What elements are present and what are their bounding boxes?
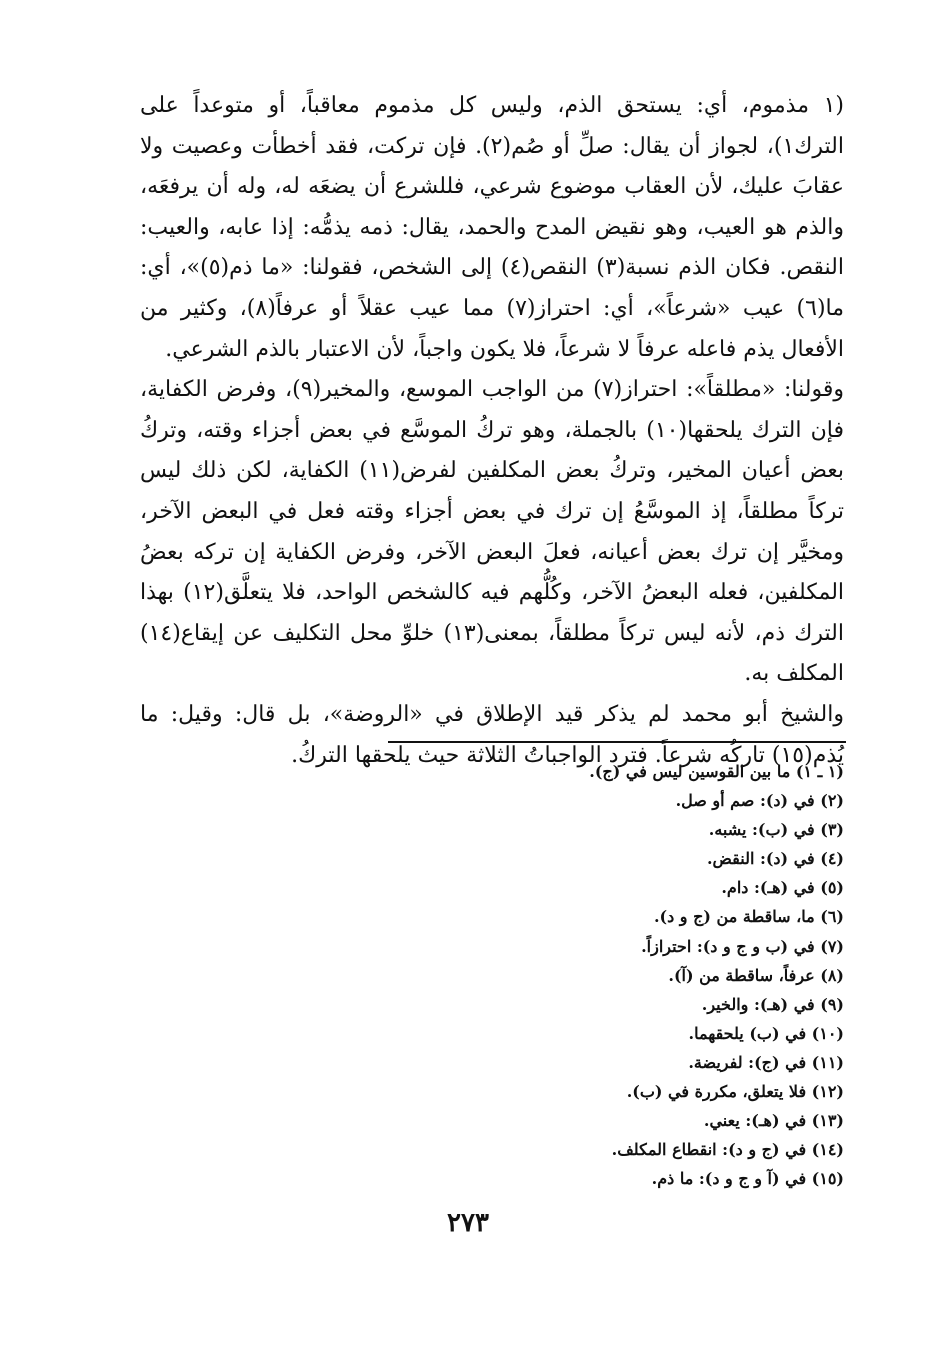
main-text — [140, 86, 844, 776]
paragraph-1: (١ مذموم، أي: يستحق الذم، وليس كل مذموم معاقباً، أو متوعداً على الترك١)، لجواز أن يقال: صلِّ أو صُم(٢). فإن تركت، فقد أخطأت وعصيت ولا عقابَ عليك، لأن العقاب موضوع شرعي، فللشرع أن يضعَه له، وله أن يرفعَه، والذم هو العيب، وهو نقيض المدح والحمد، يقال: ذمه يذمُّه: إذا عابه، والعيب: النقص. فكان الذم نسبة(٣) النقص(٤) إلى الشخص، فقولنا: «ما ذم(٥)»، أي: ما(٦) عيب «شرعاً»، أي: احتراز(٧) مما عيب عقلاً أو عرفاً(٨)، وكثير من الأفعال يذم فاعله عرفاً لا شرعاً، فلا يكون واجباً، لأن الاعتبار بالذم الشرعي. — [140, 93, 845, 362]
footnote: (١٠) في (ب) يلحقهما. — [688, 1023, 844, 1043]
footnote: (٨) عرفاً، ساقطة من (آ). — [668, 965, 844, 985]
footnote: (٢) في (د): صم أو صل. — [675, 791, 844, 811]
footnote: (٦) ما، ساقطة من (ج و د). — [653, 907, 844, 927]
footnote: (١٥) في (آ و ج و د): ما ذم. — [651, 1169, 844, 1189]
footnote: (٣) في (ب): يشبه. — [708, 820, 844, 840]
footnote: (٥) في (هـ): دام. — [721, 878, 844, 898]
footnote: (١١) في (ج): لفريضة. — [688, 1052, 844, 1072]
footnote: (٧) في (ب و ج و د): احترازاً. — [641, 936, 844, 956]
footnote: (٩) في (هـ): والخير. — [701, 994, 844, 1014]
footnote: (١٣) في (هـ): يعني. — [703, 1111, 844, 1131]
paragraph-3: والشيخ أبو محمد لم يذكر قيد الإطلاق في «الروضة»، بل قال: وقيل: ما يُذم(١٥) تاركُه شرعاً. فترد الواجباتُ الثلاثة حيث يلحقها التركُ. — [140, 701, 844, 768]
footnote: (١٢) فلا يتعلق، مكررة في (ب). — [626, 1082, 844, 1102]
footnote: (١٤) في (ج و د): انقطاع المكلف. — [611, 1140, 844, 1160]
footnote: (١ ـ ١) ما بين القوسين ليس في (ج). — [589, 762, 844, 781]
page-number: ٢٧٣ — [447, 1208, 489, 1238]
paragraph-2: وقولنا: «مطلقاً»: احتراز(٧) من الواجب الموسع، والمخير(٩)، وفرض الكفاية، فإن الترك يلحقها(١٠) بالجملة، وهو تركُ الموسَّع في بعض أجزاء وقته، وتركُ بعض أعيان المخير، وتركُ بعض المكلفين لفرض(١١) الكفاية، لكن ذلك ليس تركاً مطلقاً، إذ الموسَّعُ إن ترك في بعض أجزاء وقته فعل في البعض الآخر، ومخيَّر إن ترك بعض أعيانه، فعلَ البعض الآخر، وفرض الكفاية إن تركه بعضُ المكلفين، فعله البعضُ الآخر، وكُلُّهم فيه كالشخص الواحد، فلا يتعلَّق(١٢) بهذا الترك ذم، لأنه ليس تركاً مطلقاً، بمعنى(١٣) خلوِّ محل التكليف عن إيقاع(١٤) المكلف به. — [140, 377, 845, 687]
footnote: (٤) في (د): النقض. — [706, 849, 844, 869]
footnotes — [440, 757, 844, 1193]
footnote-divider — [388, 741, 846, 743]
